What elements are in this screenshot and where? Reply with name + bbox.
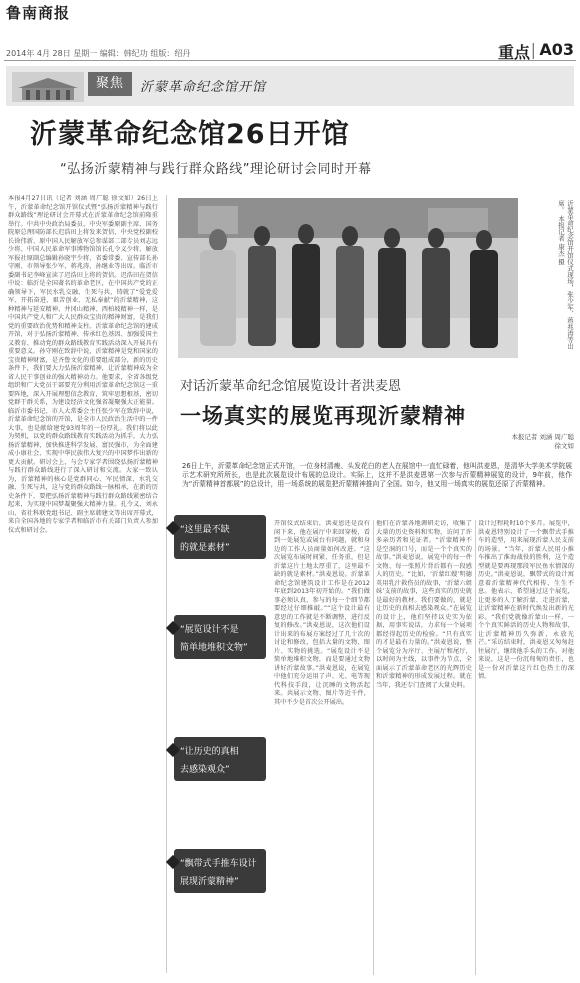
pull-quote [168, 849, 266, 897]
banner-title: 沂蒙革命纪念馆开馆 [140, 80, 267, 95]
interview-title: 一场真实的展览再现沂蒙精神 [180, 404, 466, 428]
photo-image [178, 198, 518, 358]
publication-name: 鲁南商报 [6, 4, 71, 22]
page-separator: | [530, 40, 536, 59]
section-name: 重点 [497, 43, 530, 62]
pull-quote-line: 展现沂蒙精神” [180, 877, 239, 887]
interview-byline: 本报记者 刘涵 周广聪 徐文如 [511, 433, 574, 450]
pull-quote-line: “展览设计不是 [180, 625, 239, 635]
pull-quote-line: 的就是素材” [180, 543, 230, 553]
interview-lead: 26日上午，沂蒙革命纪念馆正式开馆，一位身材清瘦、头发花白的老人在展馆中一直忙碌着，他叫洪麦恩，是清华大学美术学院展示艺术研究所所长，也是此次展览设计布展的总设计。实际上，这并不是洪麦恩第一次参与沂蒙精神展览的设计，9年前，他作为“沂蒙精神首都展”的总设计，用一场系统的展览把沂蒙精神推向了全国。如今，他又用一场真实的展览还原了沂蒙精神。 [182, 462, 572, 488]
feature-banner [6, 66, 574, 106]
pull-quote-line: “让历史的真相 [180, 747, 239, 757]
column-divider [166, 195, 167, 973]
pull-quote-line: “这里最不缺 [180, 525, 230, 535]
pull-quote [168, 615, 266, 663]
issue-meta: 2014年 4月 28日 星期一 编辑：韩纪功 组版：绍丹 [6, 49, 191, 58]
memorial-building-icon [12, 72, 84, 102]
pull-quote-line: 简单地堆积文物” [180, 643, 248, 653]
interview-column: 他们在沂蒙各地调研走访，收集了大量的历史资料和实物，访问了许多亲历者和见证者。“沂蒙精神不是空洞的口号，而是一个个真实的故事。”洪麦恩说，展览中的每一件文物、每一张照片背后都有一段感人的历史。“比如，‘沂蒙红嫂’明德英用乳汁救伤员的故事，‘沂蒙六姐妹’支前的故事，这些真实的历史就是最好的教材。我们要做的，就是让历史的真相去感染观众。”在展览的设计上，他们坚持以史实为依据，用事实说话，力求每一个展项都经得起历史的检验。“只有真实的才是最有力量的。”洪麦恩说，整个展览分为序厅、主展厅和尾厅，以时间为主线，以事件为节点，全面展示了沂蒙革命老区的光辉历史和沂蒙精神的形成发展过程。就在当年，我还专门查阅了大量史料。 [376, 520, 472, 689]
masthead [0, 0, 580, 66]
interview-column: 设计过程耗时10个多月。展览中，洪麦恩特别设计了一个飘带式手推车的造型，用来展现沂蒙人民支前的场景。“当年，沂蒙人民用小推车推出了淮海战役的胜利，这个造型就是要再现那段军民鱼水情深的历史。”洪麦恩说，飘带式的设计寓意着沂蒙精神代代相传、生生不息。他表示，希望通过这个展览，让更多的人了解沂蒙、走进沂蒙，让沂蒙精神在新时代焕发出新的光彩。“我们党就像沂蒙山一样，一个个真实鲜活的历史人物和故事，让沂蒙精神历久弥新，永放光芒。”采访结束时，洪麦恩又匆匆赶往展厅，继续他手头的工作。对他来说，这是一份沉甸甸的责任，也是一份对沂蒙这片红色热土的深情。 [478, 520, 574, 680]
column-divider [373, 520, 374, 975]
masthead-rule [4, 60, 576, 61]
headline: 沂蒙革命纪念馆26日开馆 [30, 119, 350, 150]
article-body: 本报4月27日讯（记者 刘涵 周广聪 徐文如）26日上午，沂蒙革命纪念馆开馆仪式暨“弘扬沂蒙精神与践行群众路线”理论研讨会开幕式在沂蒙革命纪念馆前隆重举行。中共中央政治局委员、中央军委原副主席、国务院原总理国防部长迟浩田上将发来贺信，中央党校副校长徐伟新、原中国人民解放军总参谋部二部专员刘志远少将、中国人民革命军事博物馆馆长孔令义少将、解放军报社原副总编辑孙晓宇少将、省委常委、宣传部长孙守刚、市领导张少军、蒋兆涛、孙继业等出席。临沂市委副书记李峰宣读了迟浩田上将的贺信。迟浩田在贺信中说：临沂是全国著名的革命老区，在中国共产党的正确领导下，军民水乳交融、生死与共，铸就了“爱党爱军、开拓奋进、艰苦创业、无私奉献”的沂蒙精神，这种精神与延安精神、井冈山精神、西柏坡精神一样，是中国共产党人和广大人民群众宝贵的精神财富，是我们党的重要政治优势和精神支柱。沂蒙革命纪念馆的建成开馆，对于弘扬沂蒙精神、传承红色基因、加强爱国主义教育、推动党的群众路线教育实践活动深入开展具有重要意义。孙守刚在致辞中说，沂蒙精神是党和国家的宝贵精神财富，是齐鲁文化的重要组成部分，新的历史条件下，我们要大力弘扬沂蒙精神，让沂蒙精神成为全省人民干事创业的强大精神动力。他要求，全省各级党组织和广大党员干部要充分利用沂蒙革命纪念馆这一重要阵地，深入开展理想信念教育，筑牢思想根基，密切党群干群关系，为建设经济文化强省凝聚强大正能量。临沂市委书记、市人大常委会主任张少军在致辞中说，沂蒙革命纪念馆的开馆，是全市人民政治生活中的一件大事，也是献给建党93周年的一份厚礼。我们将以此为契机，以党的群众路线教育实践活动为抓手，大力弘扬沂蒙精神，加快推进科学发展、富民强市，为全面建成小康社会、实现中华民族伟大复兴的中国梦作出新的更大贡献。研讨会上，与会专家学者围绕弘扬沂蒙精神与践行群众路线进行了深入研讨和交流。大家一致认为，沂蒙精神的核心是党群同心、军民情深、水乳交融、生死与共，这与党的群众路线一脉相承，在新的历史条件下，要把弘扬沂蒙精神与践行群众路线紧密结合起来，为实现中国梦凝聚强大精神力量。孔令义、刘永山、省社科联党组书记、副主席韩建文等出席开幕式，来自全国各地的专家学者和临沂市有关部门负责人参加仪式和研讨会。 [8, 195, 158, 534]
pull-quote-column [168, 515, 266, 975]
pull-quote [168, 737, 266, 785]
interview-column: 开馆仪式结束后，洪麦恩还是没有闲下来，他在展厅中来回穿梭，看到一处展览或展台有问题，就和身边的工作人员商量如何改进。“这次展览布展时间紧、任务重，但是沂蒙这片土地太厚重了，这里最不缺的就是素材。”洪麦恩说。沂蒙革命纪念馆建筑设计工作是在2012年底到2013年初开始的。“我们做事必须认真，参与的每一个细节都要经过仔细推敲。”“这个设计最有意思的工作就是不断调整，进行反复的修改。”洪麦恩说，这次他们设计出来的布展方案经过了几十次的讨论和修改，包括大量的文物、图片、实物的挑选。“展览设计不是简单地堆积文物，而是要通过文物讲好沂蒙故事。”洪麦恩说，在展览中他们充分运用了声、光、电等现代科技手段，让沉睡的文物活起来。共展示文物、图片等近千件，其中不少是首次公开展出。 [274, 520, 370, 706]
pull-quote-line: “飘带式手推车设计 [180, 859, 257, 869]
page-number: A03 [539, 40, 574, 59]
news-photo [178, 198, 518, 358]
interview-kicker: 对话沂蒙革命纪念馆展览设计者洪麦恩 [180, 379, 402, 394]
subheadline: “弘扬沂蒙精神与践行群众路线”理论研讨会同时开幕 [60, 162, 372, 177]
banner-tag: 聚焦 [88, 72, 132, 96]
photo-caption: 沂蒙革命纪念馆开馆仪式现场，张少军、蒋兆涛等出席。 本报记者 康杰 摄 [557, 200, 574, 350]
column-divider [475, 520, 476, 975]
pull-quote-line: 去感染观众” [180, 765, 230, 775]
pull-quote [168, 515, 266, 563]
